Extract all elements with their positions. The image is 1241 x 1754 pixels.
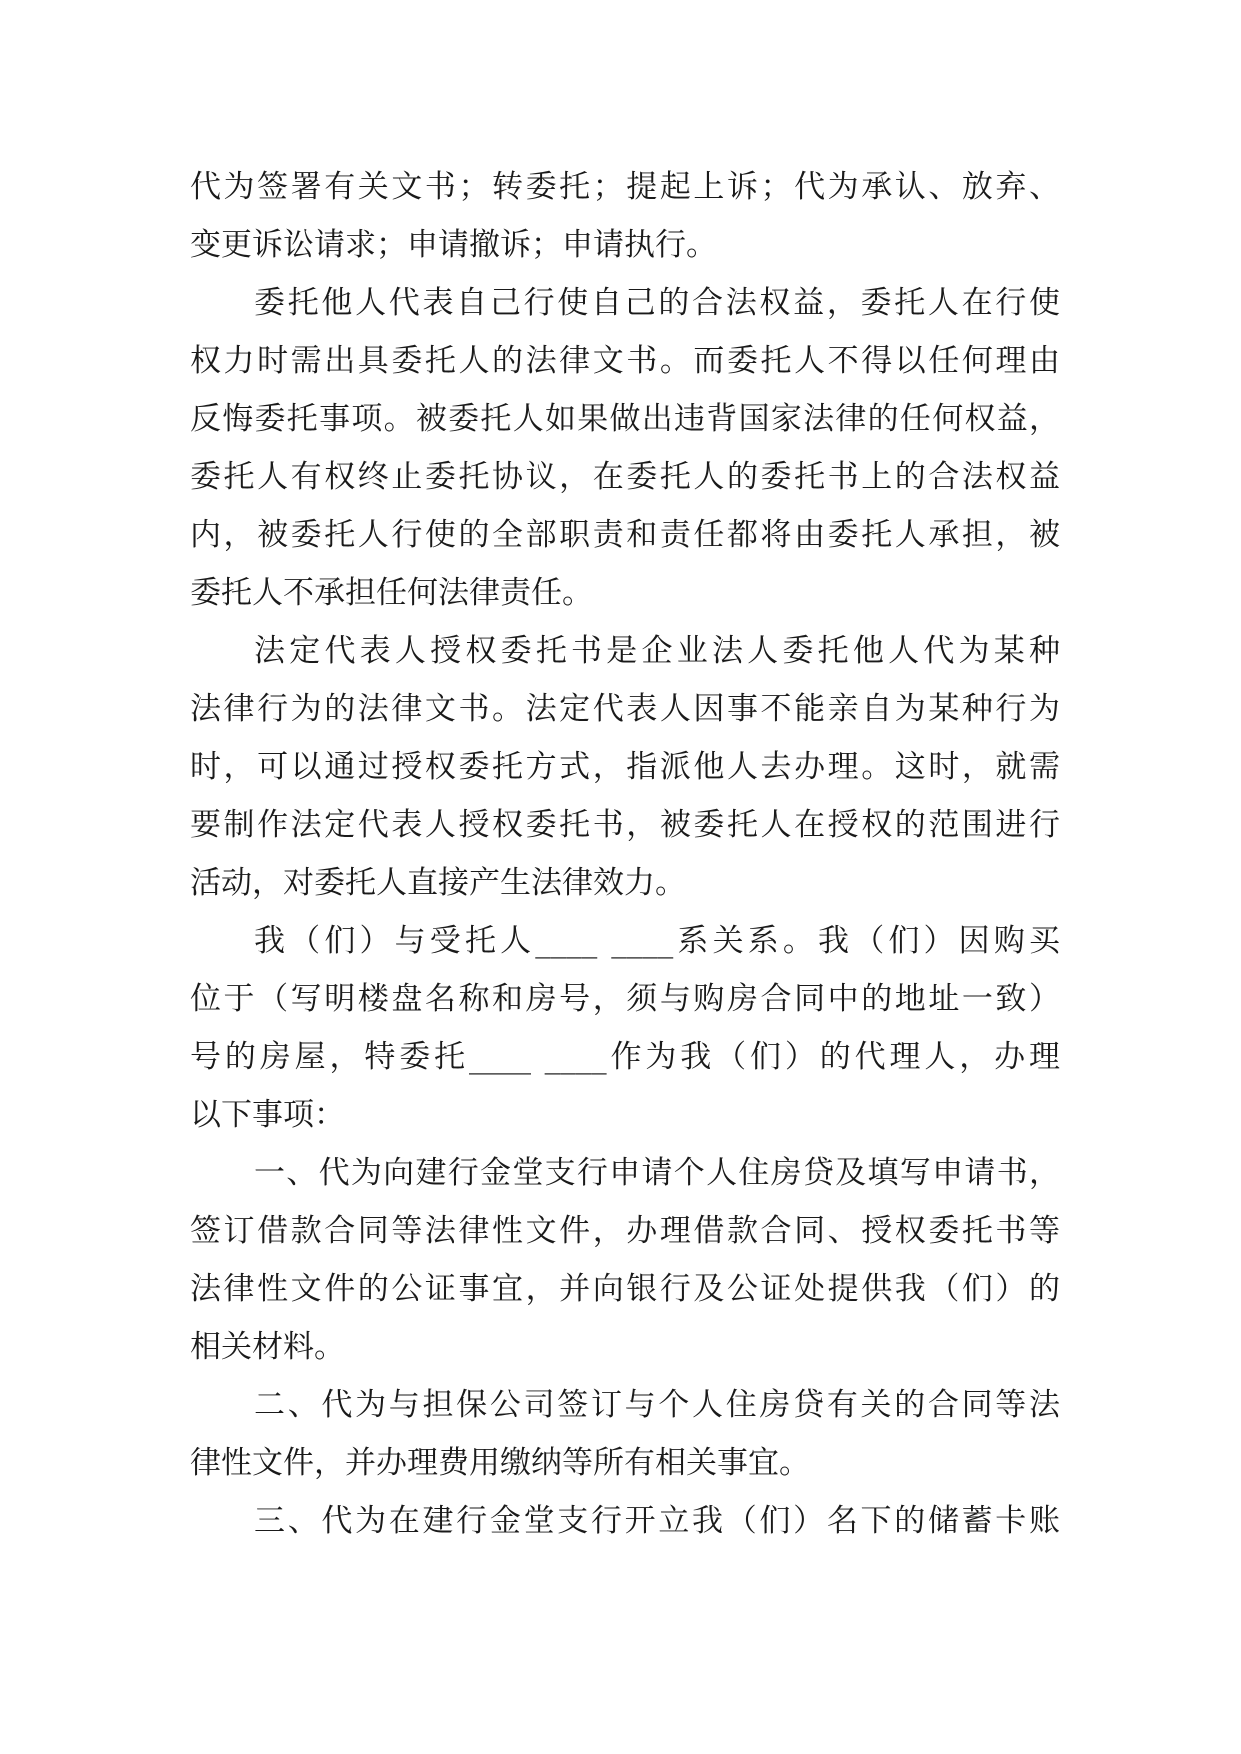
- text-line: 代为签署有关文书；转委托；提起上诉；代为承认、放弃、: [190, 169, 1060, 205]
- text-line: 号的房屋，特委托____ ____作为我（们）的代理人，办理: [190, 1039, 1060, 1075]
- text-line: 相关材料。: [190, 1329, 345, 1365]
- paragraph-5: [190, 1144, 1060, 1376]
- text-line: 变更诉讼请求；申请撤诉；申请执行。: [190, 227, 717, 263]
- text-line: 委托他人代表自己行使自己的合法权益，委托人在行使: [254, 285, 1060, 321]
- text-line: 签订借款合同等法律性文件，办理借款合同、授权委托书等: [190, 1213, 1060, 1249]
- text-line: 法定代表人授权委托书是企业法人委托他人代为某种: [254, 633, 1060, 669]
- text-line: 律性文件，并办理费用缴纳等所有相关事宜。: [190, 1445, 810, 1481]
- paragraph-2: [190, 274, 1060, 622]
- text-line: 一、代为向建行金堂支行申请个人住房贷及填写申请书，: [254, 1155, 1060, 1191]
- text-line: 法律性文件的公证事宜，并向银行及公证处提供我（们）的: [190, 1271, 1060, 1307]
- paragraph-1: [190, 158, 1060, 274]
- text-line: 委托人不承担任何法律责任。: [190, 575, 593, 611]
- text-line: 要制作法定代表人授权委托书，被委托人在授权的范围进行: [190, 807, 1060, 843]
- text-line: 时，可以通过授权委托方式，指派他人去办理。这时，就需: [190, 749, 1060, 785]
- text-line: 内，被委托人行使的全部职责和责任都将由委托人承担，被: [190, 517, 1060, 553]
- paragraph-7: [190, 1492, 1060, 1550]
- text-line: 权力时需出具委托人的法律文书。而委托人不得以任何理由: [190, 343, 1060, 379]
- text-line: 我（们）与受托人____ ____系关系。我（们）因购买: [254, 923, 1060, 959]
- document-page: [190, 158, 1060, 1550]
- paragraph-3: [190, 622, 1060, 912]
- paragraph-6: [190, 1376, 1060, 1492]
- paragraph-4: [190, 912, 1060, 1144]
- text-line: 二、代为与担保公司签订与个人住房贷有关的合同等法: [254, 1387, 1060, 1423]
- text-line: 以下事项：: [190, 1097, 345, 1133]
- text-line: 法律行为的法律文书。法定代表人因事不能亲自为某种行为: [190, 691, 1060, 727]
- text-line: 委托人有权终止委托协议，在委托人的委托书上的合法权益: [190, 459, 1060, 495]
- text-line: 三、代为在建行金堂支行开立我（们）名下的储蓄卡账: [254, 1503, 1060, 1539]
- text-line: 位于（写明楼盘名称和房号，须与购房合同中的地址一致）: [190, 981, 1060, 1017]
- text-line: 反悔委托事项。被委托人如果做出违背国家法律的任何权益，: [190, 401, 1060, 437]
- text-line: 活动，对委托人直接产生法律效力。: [190, 865, 686, 901]
